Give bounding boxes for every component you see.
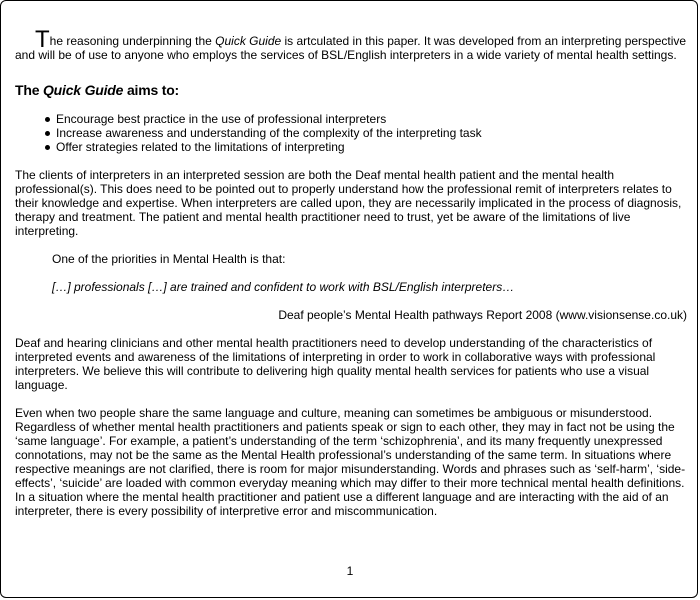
clinicians-paragraph: Deaf and hearing clinicians and other mental health practitioners need to develop understanding of the characteristics of interpreted events and awareness of the limitations of interpreting in order to work in collaborative ways with professional interpreters. We believe this will contribute to delivering high quality mental health services for patients who use a visual language. (15, 336, 656, 392)
intro-text-before: he reasoning underpinning the (49, 34, 216, 48)
quote-source: Deaf people’s Mental Health pathways Report 2008 (www.visionsense.co.uk) (278, 308, 687, 322)
page-content (15, 26, 687, 518)
drop-cap: T (35, 26, 50, 53)
aims-heading-prefix: The (15, 82, 43, 98)
aims-list (15, 112, 687, 154)
aims-heading-suffix: aims to: (123, 82, 180, 98)
aims-heading (15, 82, 687, 98)
aims-list-item: Increase awareness and understanding of the complexity of the interpreting task (56, 126, 687, 140)
quote-text: […] professionals […] are trained and confident to work with BSL/English interpreters… (52, 280, 515, 294)
aims-heading-title: Quick Guide (42, 82, 124, 98)
language-paragraph: Even when two people share the same language and culture, meaning can sometimes be ambiguous or misunderstood. Regardless of whether mental health practitioners and patients speak or sign to each other, they may in fact not be using the ‘same language’. For example, a patient’s understanding of the term ‘schizophrenia’, and its many frequently unexpressed connotations, may not be the same as the Mental Health professional’s understanding of the same term. In situations where respective meanings are not clarified, there is room for major misunderstanding. Words and phrases such as ‘self-harm’, ‘side-effects’, ‘suicide’ are loaded with common everyday meaning which may differ to their more technical mental health definitions. In a situation where the mental health practitioner and patient use a different language and are interacting with the aid of an interpreter, there is every possibility of interpretive error and miscommunication. (15, 406, 686, 518)
aims-list-item: Offer strategies related to the limitations of interpreting (56, 140, 687, 154)
priority-intro: One of the priorities in Mental Health is that: (52, 252, 286, 266)
intro-text-after: is artculated in this paper. It was developed from an interpreting perspective and will be of use to anyone who employs the services of BSL/English interpreters in a wide variety of mental health settings. (15, 34, 687, 62)
quote (52, 280, 687, 294)
aims-list-item: Encourage best practice in the use of professional interpreters (56, 112, 687, 126)
clients-paragraph: The clients of interpreters in an interpreted session are both the Deaf mental health patient and the mental health professional(s). This does need to be pointed out to properly understand how the professional remit of interpreters relates to their knowledge and expertise. When interpreters are called upon, they are necessarily implicated in the process of diagnosis, therapy and treatment. The patient and mental health practitioner need to trust, yet be aware of the limitations of live interpreting. (15, 168, 682, 238)
page-number: 1 (346, 564, 354, 578)
intro-quick-guide-title: Quick Guide (215, 34, 282, 48)
intro-paragraph (15, 26, 687, 62)
